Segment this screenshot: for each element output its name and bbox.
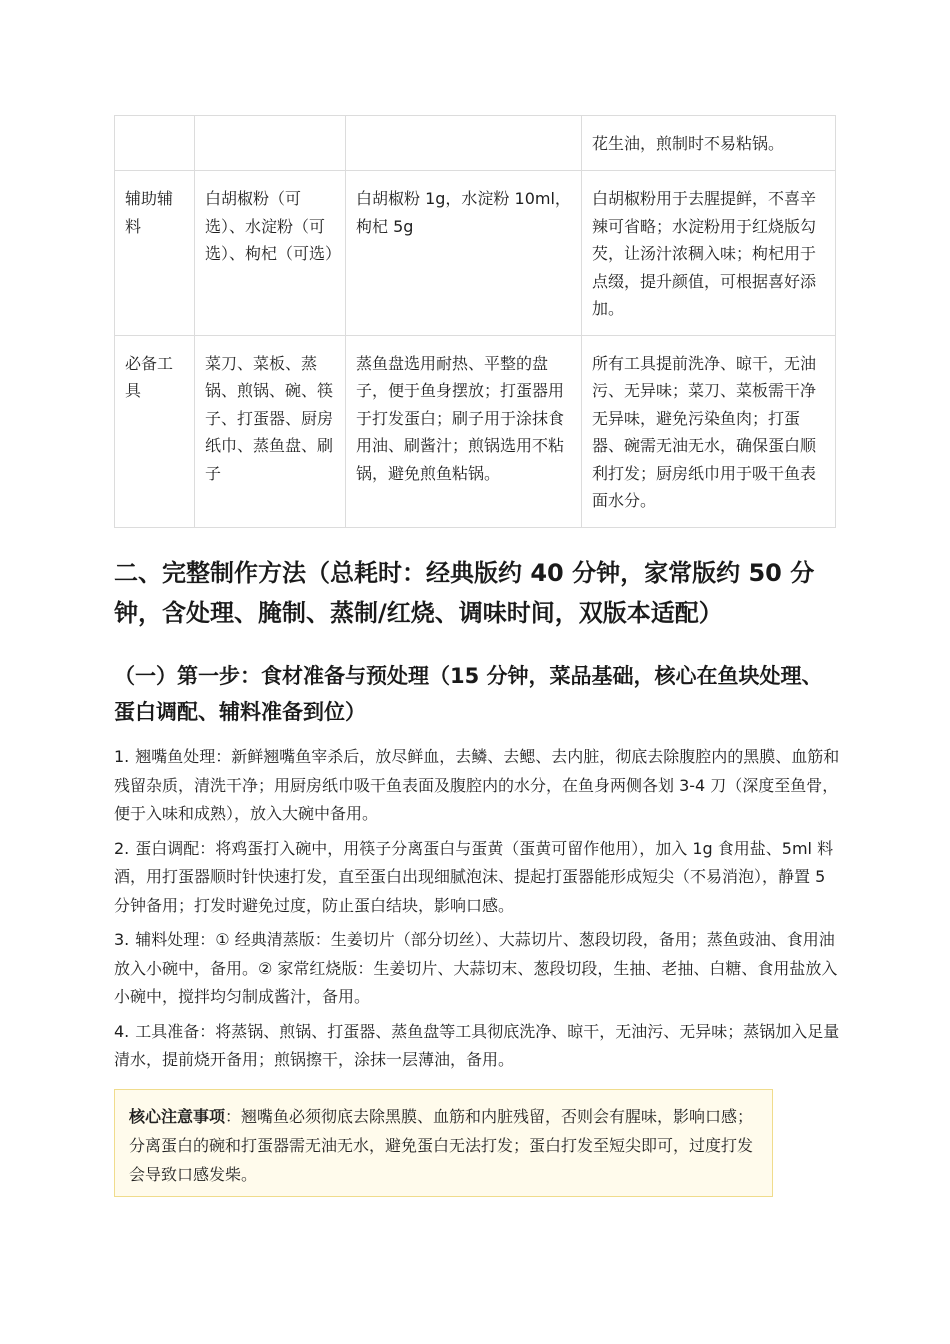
table-cell: 必备工具 xyxy=(115,335,195,527)
list-item xyxy=(114,835,844,921)
table-cell xyxy=(195,116,346,171)
table-cell: 菜刀、菜板、蒸锅、煎锅、碗、筷子、打蛋器、厨房纸巾、蒸鱼盘、刷子 xyxy=(195,335,346,527)
table-cell xyxy=(115,116,195,171)
section-heading: 二、完整制作方法（总耗时：经典版约 40 分钟，家常版约 50 分钟，含处理、腌制、蒸制/红烧、调味时间，双版本适配） xyxy=(114,559,815,627)
table-cell: 辅助辅料 xyxy=(115,171,195,336)
table-row xyxy=(115,171,836,336)
list-item xyxy=(114,743,844,829)
list-item xyxy=(114,1018,844,1075)
key-note-box xyxy=(114,1089,773,1197)
table-row xyxy=(115,335,836,527)
step-number: 1. xyxy=(114,747,130,766)
ingredients-table xyxy=(114,115,836,528)
step-number: 4. xyxy=(114,1021,130,1041)
note-label: 核心注意事项 xyxy=(129,1107,226,1126)
table-cell: 花生油，煎制时不易粘锅。 xyxy=(582,116,836,171)
step-text: 蛋白调配：将鸡蛋打入碗中，用筷子分离蛋白与蛋黄（蛋黄可留作他用），加入 1g 食用盐、5ml 料酒，用打蛋器顺时针快速打发，直至蛋白出现细腻泡沫、提起打蛋器能形成短尖（不易消泡），静置 5 分钟备用；打发时避免过度，防止蛋白结块，影响口感。 xyxy=(114,838,834,915)
subsection-heading: （一）第一步：食材准备与预处理（15 分钟，菜品基础，核心在鱼块处理、蛋白调配、辅料准备到位） xyxy=(114,664,823,724)
step-number: 2. xyxy=(114,838,130,858)
step-text: 工具准备：将蒸锅、煎锅、打蛋器、蒸鱼盘等工具彻底洗净、晾干，无油污、无异味；蒸锅加入足量清水，提前烧开备用；煎锅擦干，涂抹一层薄油，备用。 xyxy=(114,1021,840,1069)
table-cell: 白胡椒粉（可选）、水淀粉（可选）、枸杞（可选） xyxy=(195,171,346,336)
step-list xyxy=(114,743,844,1081)
step-number: 3. xyxy=(114,930,130,949)
table-row xyxy=(115,116,836,171)
table-cell: 所有工具提前洗净、晾干，无油污、无异味；菜刀、菜板需干净无异味，避免污染鱼肉；打蛋器、碗需无油无水，确保蛋白顺利打发；厨房纸巾用于吸干鱼表面水分。 xyxy=(582,335,836,527)
table-cell: 蒸鱼盘选用耐热、平整的盘子，便于鱼身摆放；打蛋器用于打发蛋白；刷子用于涂抹食用油、刷酱汁；煎锅选用不粘锅，避免煎鱼粘锅。 xyxy=(346,335,582,527)
table-cell xyxy=(346,116,582,171)
step-text: 辅料处理：① 经典清蒸版：生姜切片（部分切丝）、大蒜切片、葱段切段，备用；蒸鱼豉油、食用油放入小碗中，备用。② 家常红烧版：生姜切片、大蒜切末、葱段切段，生抽、老抽、白糖、食用盐放入小碗中，搅拌均匀制成酱汁，备用。 xyxy=(114,930,838,1006)
table-cell: 白胡椒粉用于去腥提鲜，不喜辛辣可省略；水淀粉用于红烧版勾芡，让汤汁浓稠入味；枸杞用于点缀，提升颜值，可根据喜好添加。 xyxy=(582,171,836,336)
list-item xyxy=(114,926,844,1012)
table-cell: 白胡椒粉 1g，水淀粉 10ml，枸杞 5g xyxy=(346,171,582,336)
step-text: 翘嘴鱼处理：新鲜翘嘴鱼宰杀后，放尽鲜血，去鳞、去鳃、去内脏，彻底去除腹腔内的黑膜、血筋和残留杂质，清洗干净；用厨房纸巾吸干鱼表面及腹腔内的水分，在鱼身两侧各划 3-4 刀（深度至鱼骨，便于入味和成熟），放入大碗中备用。 xyxy=(114,747,840,823)
note-text: ：翘嘴鱼必须彻底去除黑膜、血筋和内脏残留，否则会有腥味，影响口感；分离蛋白的碗和打蛋器需无油无水，避免蛋白无法打发；蛋白打发至短尖即可，过度打发会导致口感发柴。 xyxy=(129,1107,754,1184)
